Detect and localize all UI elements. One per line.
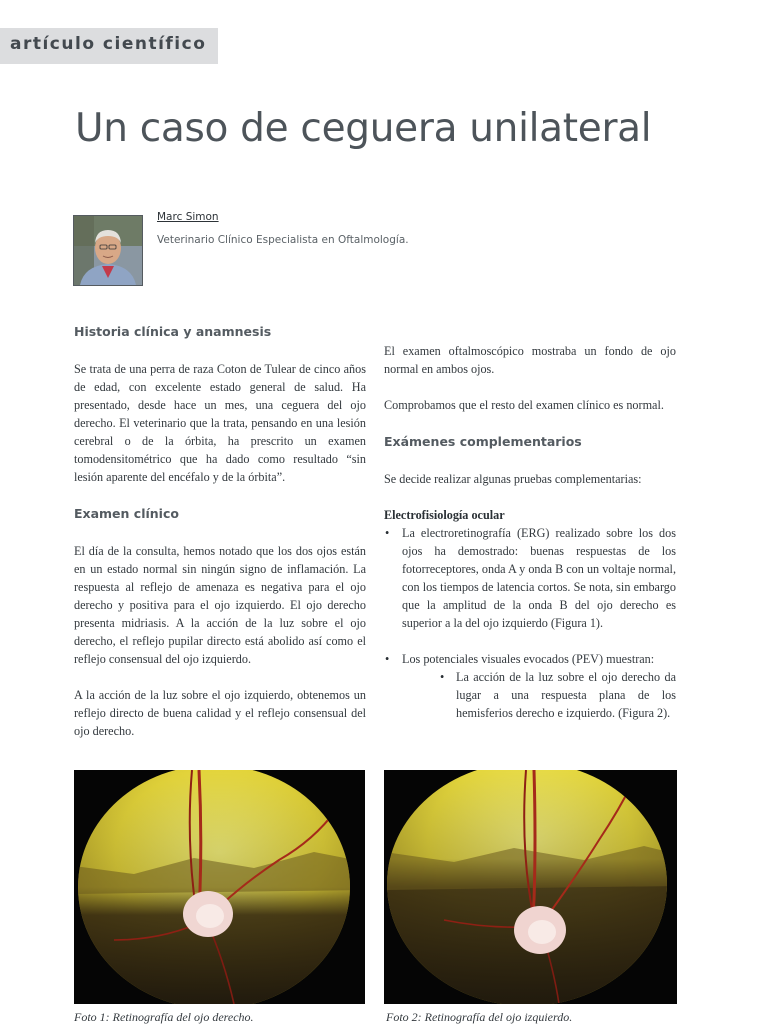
caption-photo-1: Foto 1: Retinografía del ojo derecho. — [74, 1010, 254, 1024]
list-item-pev — [384, 650, 676, 722]
sub-list-item: • La acción de la luz sobre el ojo derecho da lugar a una respuesta plana de los hemisferios derecho e izquierdo. (Figura 2). — [438, 668, 676, 722]
paragraph-fondo: El examen oftalmoscópico mostraba un fondo de ojo normal en ambos ojos. — [384, 344, 676, 376]
article-title: Un caso de ceguera unilateral — [75, 106, 652, 151]
paragraph-resto: Comprobamos que el resto del examen clínico es normal. — [384, 398, 664, 412]
author-photo — [73, 215, 143, 286]
author-role: Veterinario Clínico Especialista en Oftalmología. — [157, 234, 409, 246]
paragraph-examen-1: El día de la consulta, hemos notado que los dos ojos están en un estado normal sin ningún signo de inflamación. La respuesta al reflejo de amenaza es negativa para el ojo derecho y positiva para el ojo izquierdo. El ojo derecho presenta midriasis. A la acción de la luz sobre el ojo derecho, el reflejo pupilar directo está abolido así como el reflejo consensual del ojo izquierdo. — [74, 544, 366, 666]
retinography-photo-left-eye — [384, 770, 677, 1004]
author-name: Marc Simon — [157, 211, 219, 223]
paragraph-historia: Se trata de una perra de raza Coton de Tulear de cinco años de edad, con excelente estado general de salud. Ha presentado, desde hace un mes, una ceguera del ojo derecho. El veterinario que la trata, pensando en una lesión cerebral o de la órbita, ha prescrito un examen tomodensitométrico que ha dado como resultado “sin lesión aparente del encéfalo y de la órbita”. — [74, 362, 366, 484]
heading-complementarios: Exámenes complementarios — [384, 434, 582, 449]
heading-historia: Historia clínica y anamnesis — [74, 324, 272, 339]
retinography-photo-right-eye — [74, 770, 365, 1004]
sub-list — [402, 668, 676, 722]
exam-list — [384, 524, 676, 722]
paragraph-examen-2: A la acción de la luz sobre el ojo izquierdo, obtenemos un reflejo directo de buena calidad y el reflejo consensual del ojo derecho. — [74, 688, 366, 738]
section-label: artículo científico — [0, 28, 218, 64]
heading-electrofisiologia: Electrofisiología ocular — [384, 508, 505, 522]
paragraph-pruebas: Se decide realizar algunas pruebas complementarias: — [384, 472, 642, 486]
list-item-erg: • La electroretinografía (ERG) realizado sobre los dos ojos ha demostrado: buenas respuestas de los fotorreceptores, onda A y onda B con un voltaje normal, con los tiempos de latencia cortos. Se nota, sin embargo que la amplitud de la onda B del ojo derecho es superior a la del ojo izquierdo (Figura 1). — [384, 524, 676, 632]
heading-examen-clinico: Examen clínico — [74, 506, 179, 521]
caption-photo-2: Foto 2: Retinografía del ojo izquierdo. — [386, 1010, 573, 1024]
left-column — [74, 322, 366, 758]
right-column — [384, 342, 676, 740]
list-item-pev-text: Los potenciales visuales evocados (PEV) muestran: — [402, 652, 655, 666]
